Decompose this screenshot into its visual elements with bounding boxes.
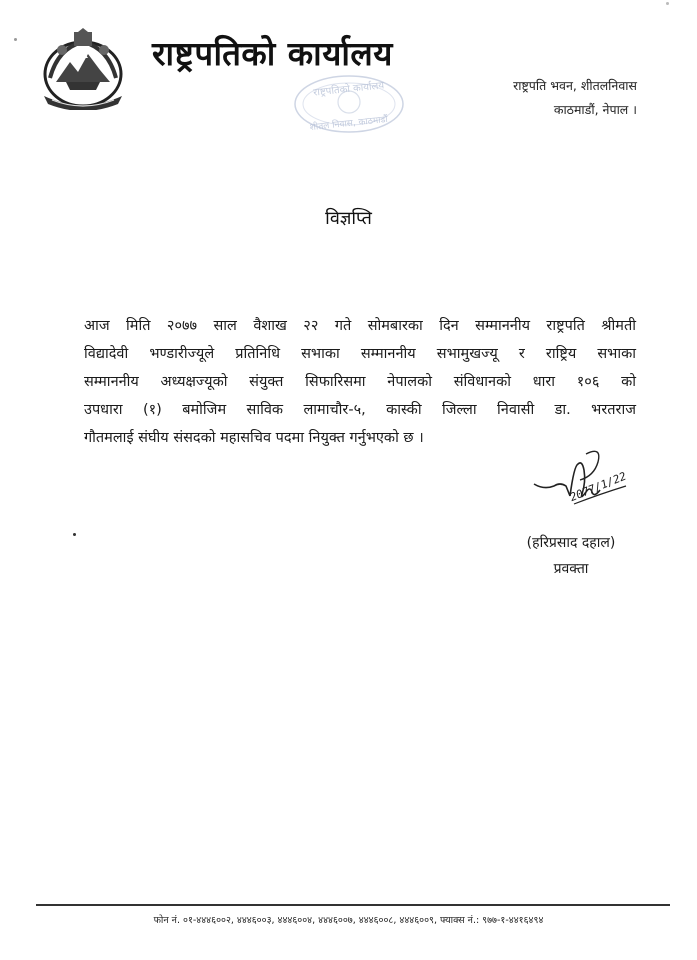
notice-line: गौतमलाई संघीय संसदको महासचिव पदमा नियुक्त गर्नुभएको छ । [84,430,424,446]
address-line-2: काठमाडौं, नेपाल । [553,102,637,117]
signer-block [506,530,636,582]
scan-speck [666,2,669,5]
office-title: राष्ट्रपतिको कार्यालय [152,34,393,73]
office-address [513,74,637,122]
notice-line: विद्यादेवी भण्डारीज्यूले प्रतिनिधि सभाका सम्माननीय सभामुखज्यू र राष्ट्रिय सभाका [84,346,636,362]
scan-speck [73,533,76,536]
svg-text:राष्ट्रपतिको कार्यालय: राष्ट्रपतिको कार्यालय [312,80,385,99]
nepal-emblem-icon [38,28,128,110]
signer-designation: प्रवक्ता [553,561,589,577]
notice-body [84,312,636,452]
notice-line: सम्माननीय अध्यक्षज्यूको संयुक्त सिफारिसमा नेपालको संविधानको धारा १०६ को [84,374,636,390]
notice-heading: विज्ञप्ति [325,208,372,229]
scan-speck [14,38,17,41]
signer-name: (हरिप्रसाद दहाल) [526,535,616,551]
notice-line: आज मिति २०७७ साल वैशाख २२ गते सोमबारका दिन सम्माननीय राष्ट्रपति श्रीमती [84,318,636,334]
signature-date: 2077/1/22 [568,469,629,505]
notice-line: उपधारा (१) बमोजिम साविक लामाचौर-५, कास्की जिल्ला निवासी डा. भरतराज [84,402,636,418]
footer-contact: फोन नं. ०१-४४४६००२, ४४४६००३, ४४४६००४, ४४४६००७, ४४४६००८, ४४४६००९, फ्याक्स नं.: ९७७-१-४४१६४९४ [153,915,544,926]
address-line-1: राष्ट्रपति भवन, शीतलनिवास [513,78,637,93]
footer-divider [36,904,670,906]
svg-text:शीतल निवास, काठमाडौं: शीतल निवास, काठमाडौं [309,114,389,134]
office-seal-stamp [290,72,408,136]
